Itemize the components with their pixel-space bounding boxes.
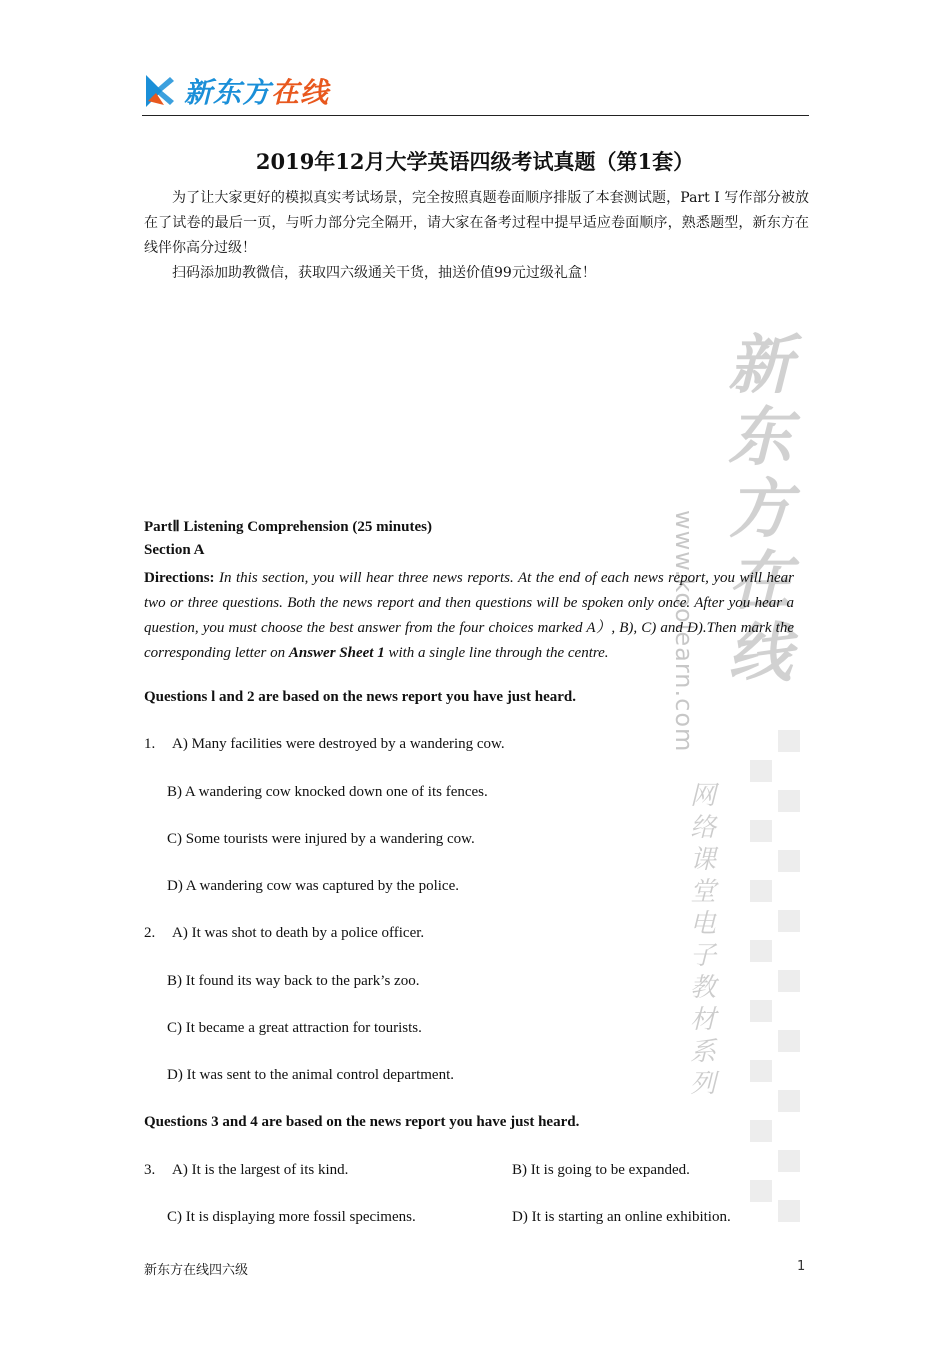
watermark	[670, 328, 830, 1230]
watermark-square	[750, 940, 772, 962]
watermark-brand-text: 新东方在线	[728, 328, 792, 691]
watermark-square	[778, 1150, 800, 1172]
option-d: D) A wandering cow was captured by the police.	[167, 878, 459, 894]
option-d: D) It was sent to the animal control department.	[167, 1067, 454, 1083]
watermark-square	[750, 1060, 772, 1082]
question-group-heading: Questions 3 and 4 are based on the news report you have just heard.	[144, 1114, 580, 1130]
watermark-square	[778, 850, 800, 872]
directions-text-end: with a single line through the centre.	[384, 645, 609, 661]
promo-paragraph: 扫码添加助教微信，获取四六级通关干货，抽送价值99元过级礼盒！	[172, 265, 596, 281]
question-number: 1.	[144, 736, 156, 752]
answer-sheet-ref: Answer Sheet 1	[288, 645, 385, 661]
watermark-square	[778, 910, 800, 932]
page-number: 1	[797, 1259, 806, 1274]
intro-paragraph: 为了让大家更好的模拟真实考试场景，完全按照真题卷面顺序排版了本套测试题，Part I 写作部分被放在了试卷的最后一页，与听力部分完全隔开，请大家在备考过程中提早适应卷面顺序，熟悉题型，新东方在线伴你高分过级！	[144, 190, 809, 256]
page-title: 2019年12月大学英语四级考试真题（第1套）	[255, 149, 695, 174]
option-a: A) It was shot to death by a police officer.	[172, 925, 425, 941]
watermark-square	[750, 820, 772, 842]
logo	[142, 66, 329, 116]
option-c: C) It is displaying more fossil specimens.	[167, 1209, 416, 1225]
watermark-square	[750, 1180, 772, 1202]
watermark-square	[778, 730, 800, 752]
watermark-square	[778, 1090, 800, 1112]
option-b: B) It is going to be expanded.	[512, 1162, 690, 1178]
watermark-square	[778, 1030, 800, 1052]
question-group-heading: Questions l and 2 are based on the news report you have just heard.	[144, 689, 576, 705]
logo-text	[184, 71, 329, 111]
watermark-square	[750, 1120, 772, 1142]
directions	[144, 566, 794, 666]
option-b: B) A wandering cow knocked down one of its fences.	[167, 784, 488, 800]
watermark-series: 网络课堂电子教材系列	[690, 781, 717, 1099]
option-c: C) It became a great attraction for tourists.	[167, 1020, 422, 1036]
watermark-square	[750, 880, 772, 902]
watermark-square	[750, 1000, 772, 1022]
directions-text: In this section, you will hear three news reports. At the end of each news report, you will hear two or three questions. Both the news report and then questions will be spoken only once. After you hear a question, you must choose the best answer from the four choices marked A）, B), C) and D).Then mark the corresponding letter on	[144, 570, 794, 661]
logo-mark-icon	[142, 71, 178, 111]
part-heading: PartⅡ Listening Comprehension (25 minutes)	[144, 519, 432, 535]
option-a: A) It is the largest of its kind.	[172, 1162, 349, 1178]
logo-text-accent: 在线	[271, 76, 330, 109]
header-divider	[142, 115, 809, 116]
watermark-url: www.koolearn.com	[670, 510, 698, 753]
watermark-square	[750, 760, 772, 782]
logo-text-primary: 新东方	[184, 76, 272, 109]
option-c: C) Some tourists were injured by a wandering cow.	[167, 831, 475, 847]
footer-label: 新东方在线四六级	[144, 1263, 249, 1278]
option-a: A) Many facilities were destroyed by a wandering cow.	[172, 736, 505, 752]
watermark-square	[778, 970, 800, 992]
intro-block	[144, 186, 809, 286]
section-heading: Section A	[144, 542, 205, 558]
option-d: D) It is starting an online exhibition.	[512, 1209, 731, 1225]
watermark-square	[778, 790, 800, 812]
directions-label: Directions:	[144, 570, 215, 586]
question-number: 2.	[144, 925, 156, 941]
option-b: B) It found its way back to the park’s zoo.	[167, 973, 420, 989]
question-number: 3.	[144, 1162, 156, 1178]
watermark-square	[778, 1200, 800, 1222]
